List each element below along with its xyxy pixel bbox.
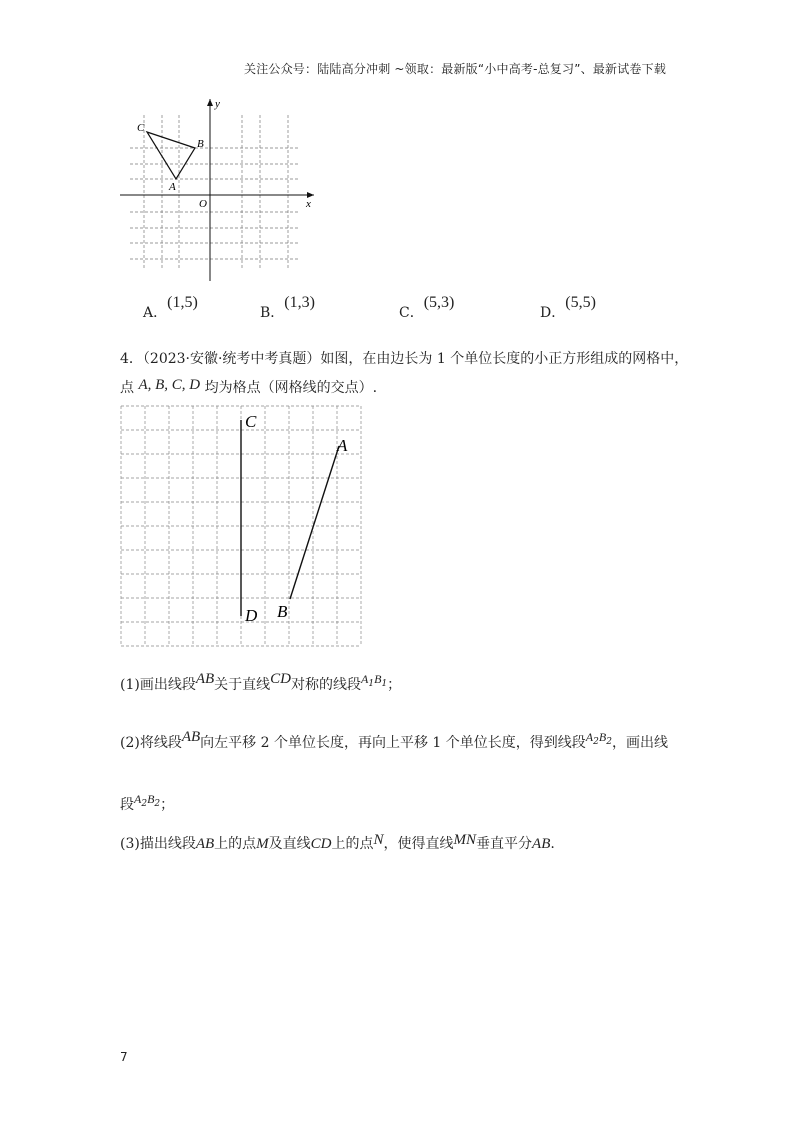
option-c: C．(5,3) <box>399 294 455 321</box>
label-a: A <box>337 436 348 455</box>
page-number: 7 <box>120 1050 128 1064</box>
label-x-axis: x <box>306 198 311 210</box>
page-header: 关注公众号：陆陆高分冲刺 ~领取：最新版“小中高考-总复习”、最新试卷下载 <box>244 62 667 76</box>
sub-question-3: (3)描出线段AB上的点M及直线CD上的点N，使得直线MN垂直平分AB. <box>120 832 555 852</box>
label-origin: O <box>199 198 207 210</box>
q4-stem-line1: 4．（2023·安徽·统考中考真题）如图，在由边长为 1 个单位长度的小正方形组成的网格中， <box>120 351 689 367</box>
sub-question-1: (1)画出线段AB关于直线CD对称的线段$A_1B_1$； <box>120 671 402 693</box>
label-b: B <box>197 138 204 150</box>
option-d: D．(5,5) <box>540 294 596 321</box>
coordinate-figure <box>118 95 323 285</box>
label-c: C <box>137 122 145 134</box>
q4-stem-line2: 点 A, B, C, D 均为格点（网格线的交点）. <box>120 377 378 396</box>
triangle-abc <box>147 132 195 179</box>
sub-question-2-line2: 段$A_2B_2$； <box>120 792 175 813</box>
label-a: A <box>169 181 176 193</box>
y-axis-arrow-icon <box>207 99 213 106</box>
option-a: A．(1,5) <box>143 294 198 321</box>
grid-figure <box>118 403 368 648</box>
label-b: B <box>277 602 288 621</box>
label-d: D <box>245 606 258 625</box>
option-b: B．(1,3) <box>260 294 315 321</box>
label-y-axis: y <box>215 98 220 110</box>
segment-ab <box>290 446 339 599</box>
sub-question-2-line1: (2)将线段AB向左平移 2 个单位长度，再向上平移 1 个单位长度，得到线段$A_2B_2$，画出线 <box>120 729 668 751</box>
label-c: C <box>245 412 257 431</box>
